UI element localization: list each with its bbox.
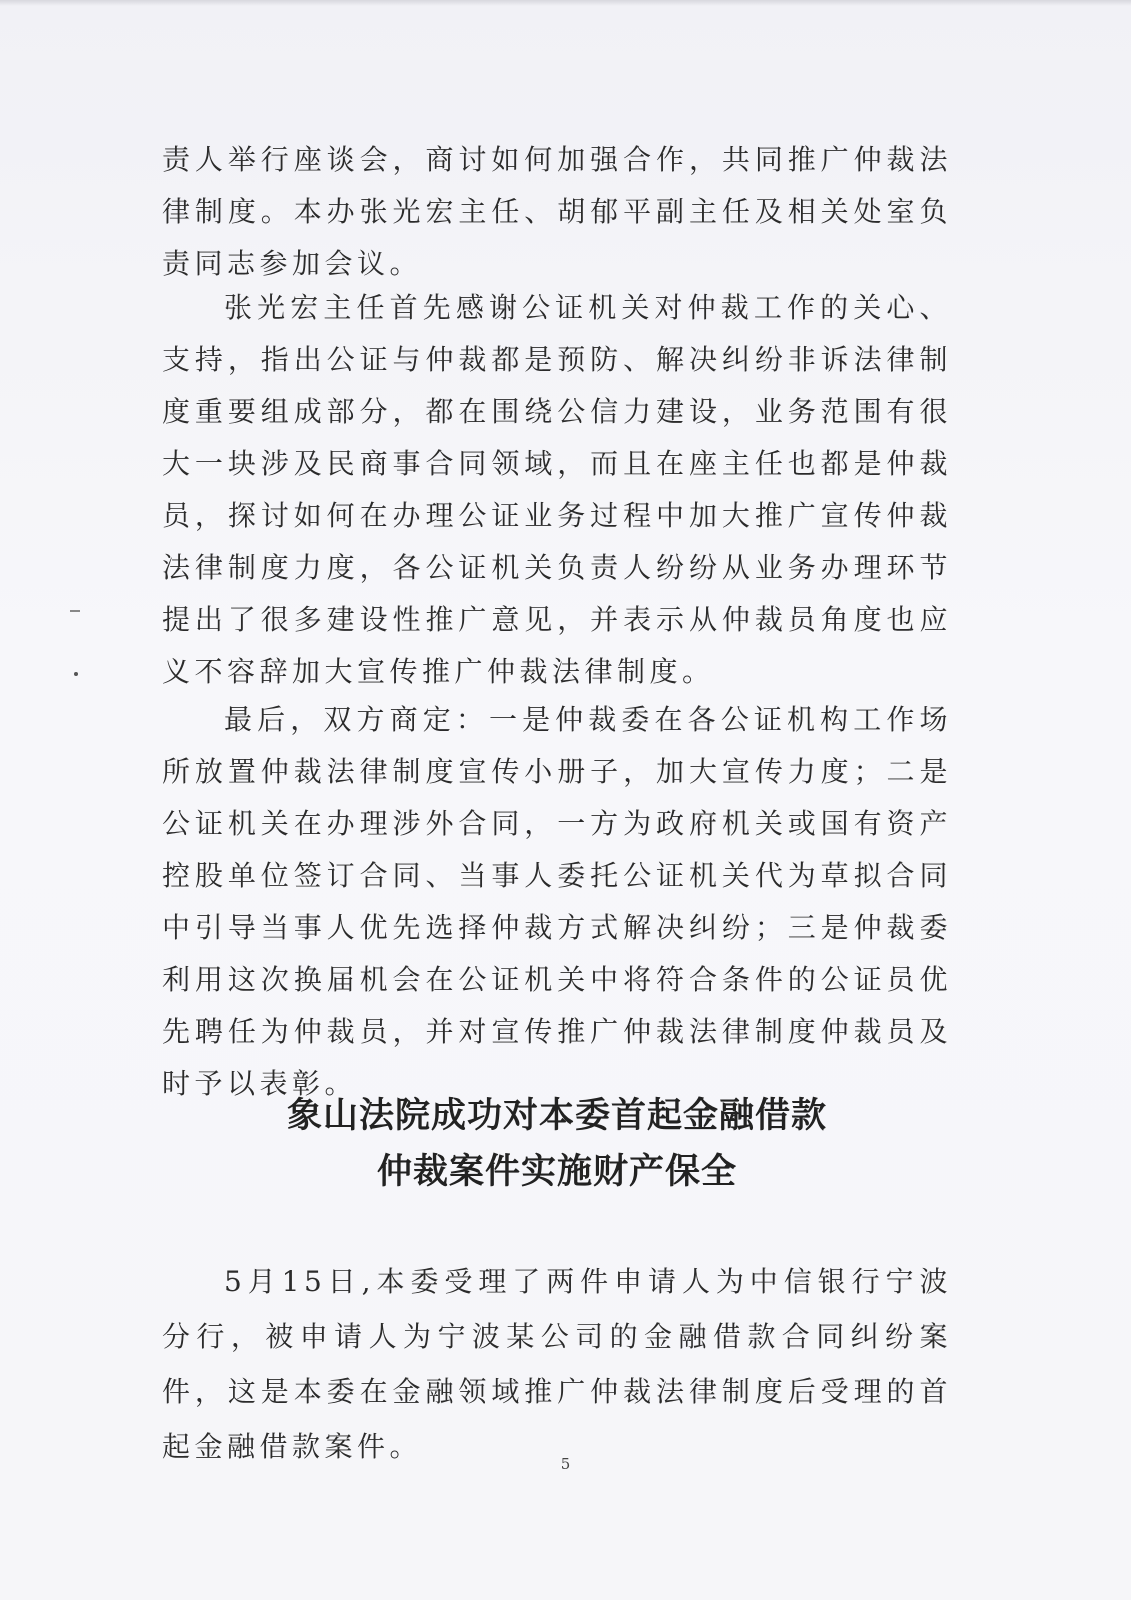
scan-top-edge <box>0 0 1131 6</box>
paragraph-continuation <box>162 134 952 290</box>
scan-mark-speck <box>74 672 78 676</box>
section-title-line-1: 象山法院成功对本委首起金融借款 <box>286 1096 827 1136</box>
paragraph-case-intro <box>162 1254 952 1474</box>
paragraph-1: 责人举行座谈会，商讨如何加强合作，共同推广仲裁法律制度。本办张光宏主任、胡郁平副主任及相关处室负责同志参加会议。 <box>162 143 952 280</box>
paragraph-2: 张光宏主任首先感谢公证机关对仲裁工作的关心、支持，指出公证与仲裁都是预防、解决纠纷非诉法律制度重要组成部分，都在围绕公信力建设，业务范围有很大一块涉及民商事合同领域，而且在座主任也都是仲裁员，探讨如何在办理公证业务过程中加大推广宣传仲裁法律制度力度，各公证机关负责人纷纷从业务办理环节提出了很多建设性推广意见，并表示从仲裁员角度也应义不容辞加大宣传推广仲裁法律制度。 <box>162 291 952 688</box>
section-title-line-2: 仲裁案件实施财产保全 <box>376 1152 737 1192</box>
paragraph-agreement <box>162 694 952 1110</box>
scan-mark-dash <box>70 610 80 612</box>
paragraph-director-remarks <box>162 282 952 698</box>
paragraph-3: 最后，双方商定：一是仲裁委在各公证机构工作场所放置仲裁法律制度宣传小册子，加大宣传力度；二是公证机关在办理涉外合同，一方为政府机关或国有资产控股单位签订合同、当事人委托公证机关代为草拟合同中引导当事人优先选择仲裁方式解决纠纷；三是仲裁委利用这次换届机会在公证机关中将符合条件的公证员优先聘任为仲裁员，并对宣传推广仲裁法律制度仲裁员及时予以表彰。 <box>162 703 952 1100</box>
paragraph-4: 5月15日,本委受理了两件申请人为中信银行宁波分行，被申请人为宁波某公司的金融借款合同纠纷案件，这是本委在金融领域推广仲裁法律制度后受理的首起金融借款案件。 <box>162 1265 952 1463</box>
section-title <box>162 1088 952 1200</box>
page-number: 5 <box>560 1455 571 1473</box>
